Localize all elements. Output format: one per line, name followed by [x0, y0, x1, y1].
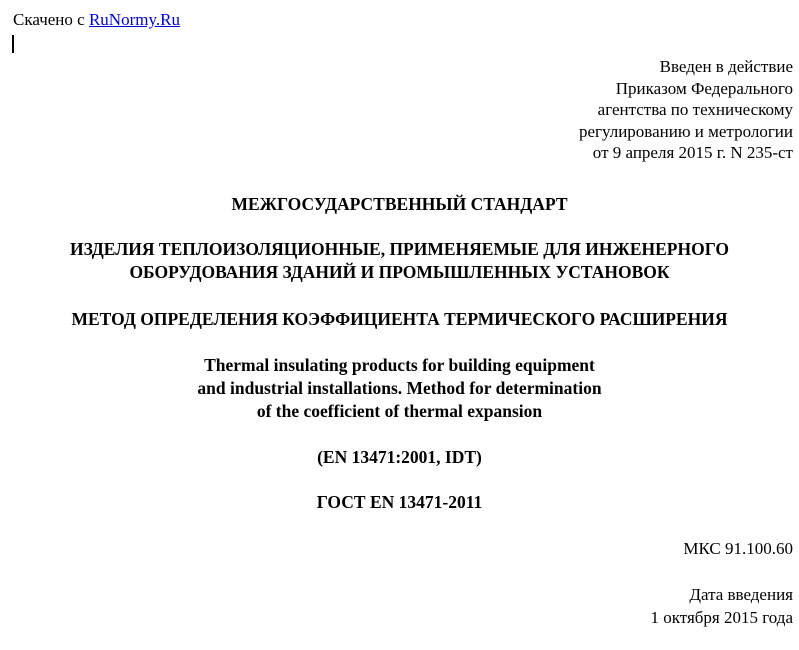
classifier-code: МКС 91.100.60: [683, 539, 793, 558]
english-title-line: and industrial installations. Method for determination: [197, 378, 602, 398]
method-title: МЕТОД ОПРЕДЕЛЕНИЯ КОЭФФИЦИЕНТА ТЕРМИЧЕСКОГО РАСШИРЕНИЯ: [71, 309, 728, 329]
intro-date-value: 1 октября 2015 года: [650, 608, 793, 627]
intro-date-block: [650, 583, 793, 629]
english-title-line: of the coefficient of thermal expansion: [256, 401, 543, 421]
approval-line: Введен в действие: [659, 57, 793, 76]
approval-block: [579, 56, 793, 164]
approval-line: регулированию и метрологии: [578, 121, 793, 141]
approval-line: от 9 апреля 2015 г. N 235-ст: [592, 143, 793, 162]
approval-line: Приказом Федерального: [615, 78, 793, 98]
equivalence-note: (EN 13471:2001, IDT): [317, 447, 482, 467]
english-title-line: Thermal insulating products for building equipment: [204, 355, 595, 375]
text-cursor: [12, 35, 14, 53]
standard-type-heading: МЕЖГОСУДАРСТВЕННЫЙ СТАНДАРТ: [231, 194, 568, 214]
document-title-line: ИЗДЕЛИЯ ТЕПЛОИЗОЛЯЦИОННЫЕ, ПРИМЕНЯЕМЫЕ ДЛЯ ИНЖЕНЕРНОГО: [69, 239, 730, 259]
source-line: [13, 9, 180, 31]
document-title: [0, 238, 799, 284]
source-prefix: Скачено с: [13, 10, 89, 29]
english-title: [0, 354, 799, 423]
document-title-line: ОБОРУДОВАНИЯ ЗДАНИЙ И ПРОМЫШЛЕННЫХ УСТАНОВОК: [129, 262, 670, 282]
standard-designation: ГОСТ EN 13471-2011: [316, 492, 483, 512]
source-link[interactable]: RuNormy.Ru: [88, 10, 180, 29]
intro-date-label: Дата введения: [689, 585, 793, 604]
approval-line: агентства по техническому: [597, 100, 793, 119]
